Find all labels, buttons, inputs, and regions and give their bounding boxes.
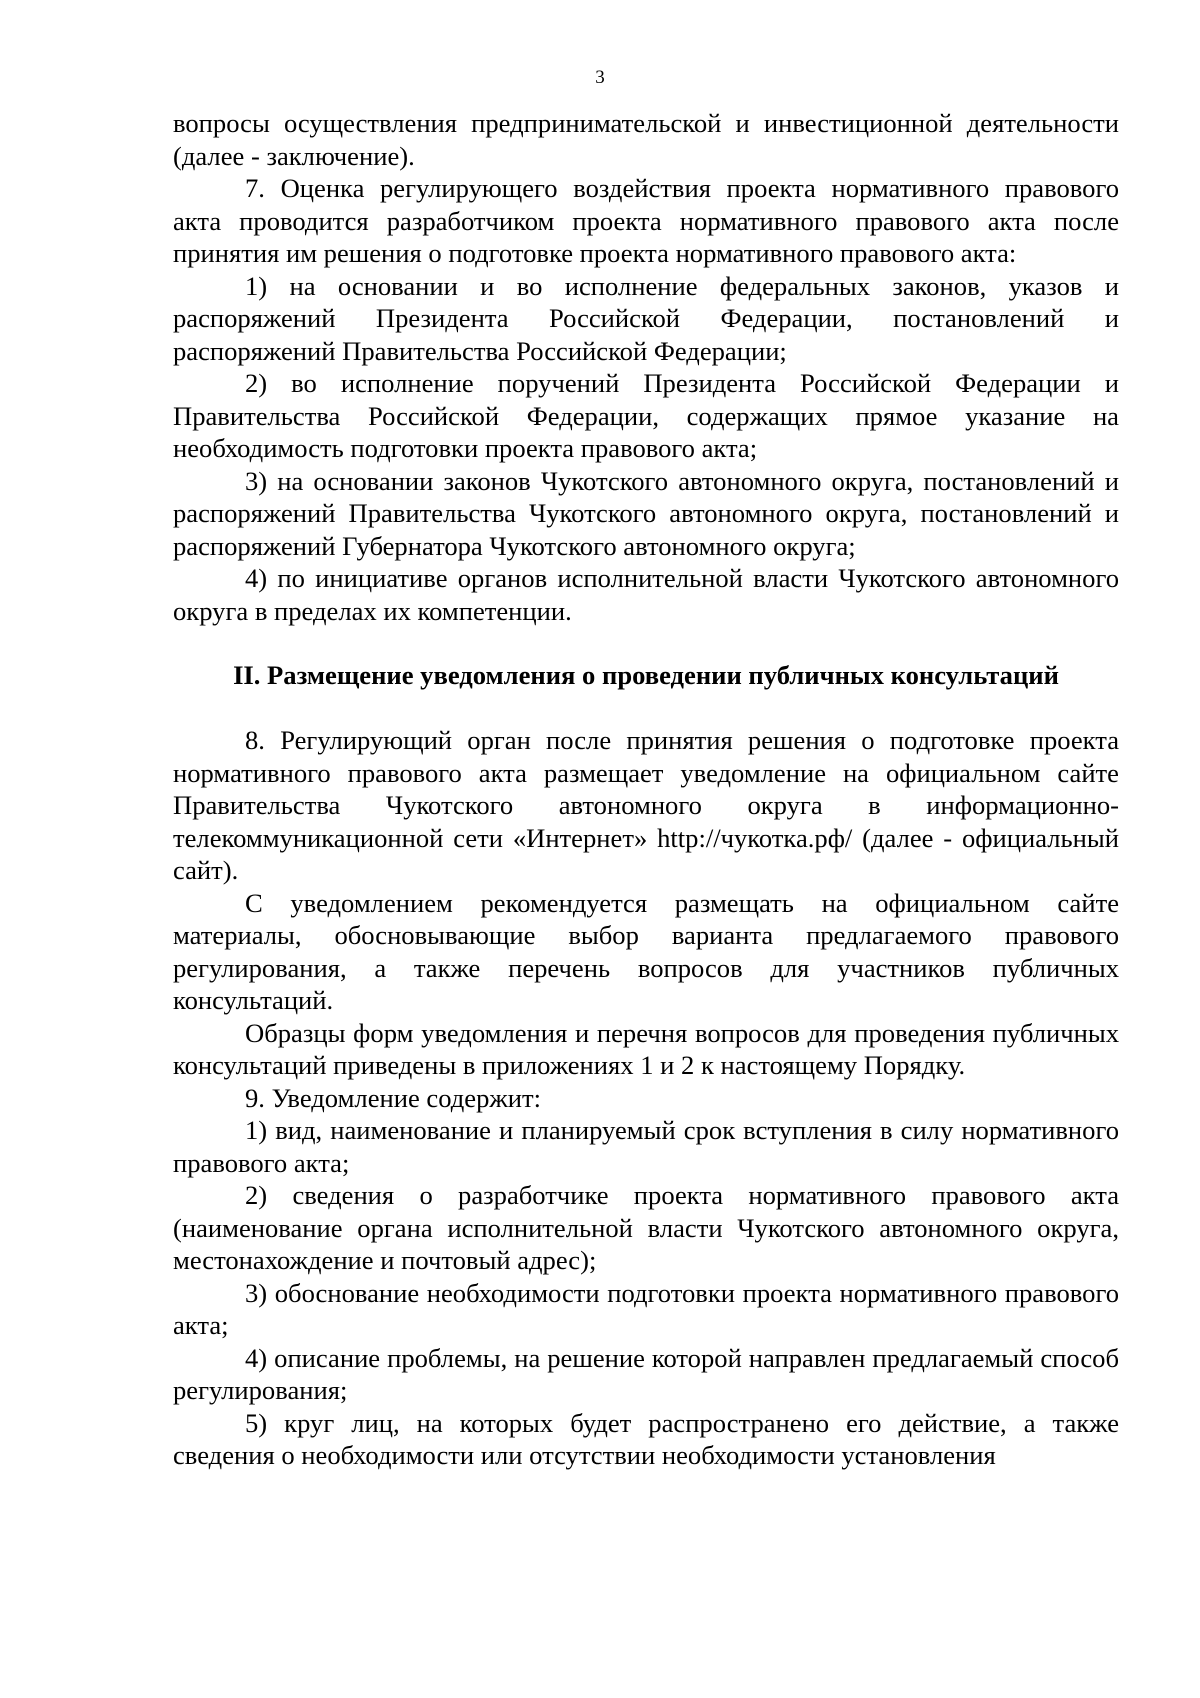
list-item: 3) на основании законов Чукотского автономного округа, постановлений и распоряжений Правительства Чукотского автономного округа, постановлений и распоряжений Губернатора Чукотского автономного округа; — [173, 465, 1119, 561]
paragraph: 8. Регулирующий орган после принятия решения о подготовке проекта нормативного правового акта размещает уведомление на официальном сайте Правительства Чукотского автономного округа в информационно-телекоммуникационной сети «Интернет» http://чукотка.рф/ (далее - официальный сайт). — [173, 725, 1119, 885]
section-heading: II. Размещение уведомления о проведении публичных консультаций — [233, 660, 1059, 690]
paragraph-group-after — [173, 724, 1119, 1472]
paragraph: вопросы осуществления предпринимательской и инвестиционной деятельности (далее - заключение). — [173, 108, 1119, 171]
paragraph: С уведомлением рекомендуется размещать на официальном сайте материалы, обосновывающие выбор варианта предлагаемого правового регулирования, а также перечень вопросов для участников публичных консультаций. — [173, 887, 1119, 1015]
list-item: 5) круг лиц, на которых будет распространено его действие, а также сведения о необходимости или отсутствии необходимости установления — [173, 1407, 1119, 1470]
list-item: 4) по инициативе органов исполнительной власти Чукотского автономного округа в пределах их компетенции. — [173, 563, 1119, 626]
page-number: 3 — [595, 67, 605, 88]
list-item: 1) вид, наименование и планируемый срок вступления в силу нормативного правового акта; — [173, 1115, 1119, 1178]
paragraph: Образцы форм уведомления и перечня вопросов для проведения публичных консультаций приведены в приложениях 1 и 2 к настоящему Порядку. — [173, 1017, 1119, 1080]
list-item: 2) сведения о разработчике проекта нормативного правового акта (наименование органа исполнительной власти Чукотского автономного округа, местонахождение и почтовый адрес); — [173, 1180, 1119, 1275]
list-item: 1) на основании и во исполнение федеральных законов, указов и распоряжений Президента Российской Федерации, постановлений и распоряжений Правительства Российской Федерации; — [173, 270, 1119, 366]
paragraph: 9. Уведомление содержит: — [245, 1082, 541, 1113]
list-item: 4) описание проблемы, на решение которой направлен предлагаемый способ регулирования; — [173, 1342, 1119, 1405]
paragraph-group-before — [173, 107, 1119, 627]
list-item: 3) обоснование необходимости подготовки проекта нормативного правового акта; — [173, 1277, 1119, 1340]
document-body — [173, 107, 1119, 1472]
list-item: 2) во исполнение поручений Президента Российской Федерации и Правительства Российской Федерации, содержащих прямое указание на необходимость подготовки проекта правового акта; — [173, 368, 1119, 463]
paragraph: 7. Оценка регулирующего воздействия проекта нормативного правового акта проводится разработчиком проекта нормативного правового акта после принятия им решения о подготовке проекта нормативного правового акта: — [173, 173, 1119, 268]
